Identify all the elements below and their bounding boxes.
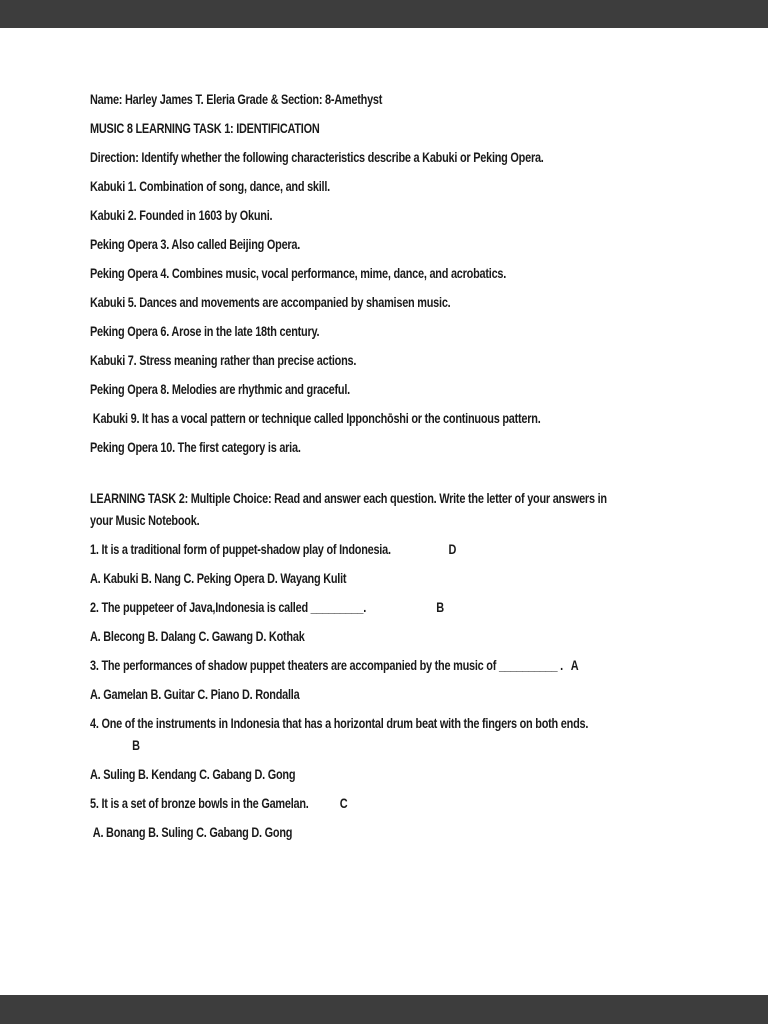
- question-4: [90, 712, 667, 734]
- question-4-choices: A. Suling B. Kendang C. Gabang D. Gong: [90, 766, 296, 782]
- question-5: [90, 792, 667, 814]
- question-5-answer: C: [339, 795, 348, 811]
- question-5-text: 5. It is a set of bronze bowls in the Gamelan.: [90, 795, 309, 811]
- viewer-bottom-bar: [0, 995, 768, 1024]
- task2-title-line-1: LEARNING TASK 2: Multiple Choice: Read and answer each question. Write the letter of your answers in: [90, 490, 607, 506]
- question-1-choices: A. Kabuki B. Nang C. Peking Opera D. Wayang Kulit: [90, 570, 347, 586]
- question-3-choices: A. Gamelan B. Guitar C. Piano D. Rondalla: [90, 686, 300, 702]
- task1-item-10: Peking Opera 10. The first category is aria.: [90, 439, 301, 455]
- question-3-text: 3. The performances of shadow puppet theaters are accompanied by the music of __________ .: [90, 657, 563, 673]
- task1-item-9: Kabuki 9. It has a vocal pattern or technique called Ipponchōshi or the continuous pattern.: [90, 410, 541, 426]
- question-3-answer: A: [570, 657, 579, 673]
- question-2-text: 2. The puppeteer of Java,Indonesia is called _________.: [90, 599, 367, 615]
- task2-title: [90, 487, 667, 531]
- document-content: [90, 88, 667, 843]
- task1-direction: Direction: Identify whether the following characteristics describe a Kabuki or Peking Opera.: [90, 149, 544, 165]
- question-5-choices: A. Bonang B. Suling C. Gabang D. Gong: [90, 824, 293, 840]
- question-1-answer: D: [448, 541, 457, 557]
- task1-item-7: Kabuki 7. Stress meaning rather than precise actions.: [90, 352, 357, 368]
- document-page: [0, 28, 768, 995]
- task1-item-2: Kabuki 2. Founded in 1603 by Okuni.: [90, 207, 273, 223]
- question-1: [90, 538, 667, 560]
- task1-item-6: Peking Opera 6. Arose in the late 18th century.: [90, 323, 320, 339]
- task1-title: MUSIC 8 LEARNING TASK 1: IDENTIFICATION: [90, 120, 320, 136]
- task1-item-4: Peking Opera 4. Combines music, vocal performance, mime, dance, and acrobatics.: [90, 265, 507, 281]
- task1-item-8: Peking Opera 8. Melodies are rhythmic and graceful.: [90, 381, 350, 397]
- question-3: [90, 654, 667, 676]
- question-4-answer: B: [132, 737, 140, 753]
- name-grade-line: Name: Harley James T. Eleria Grade & Section: 8-Amethyst: [90, 91, 383, 107]
- task1-item-5: Kabuki 5. Dances and movements are accompanied by shamisen music.: [90, 294, 451, 310]
- question-4-text: 4. One of the instruments in Indonesia that has a horizontal drum beat with the fingers on both ends.: [90, 715, 589, 731]
- task2-title-line-2: your Music Notebook.: [90, 512, 200, 528]
- question-2-choices: A. Blecong B. Dalang C. Gawang D. Kothak: [90, 628, 305, 644]
- question-2: [90, 596, 667, 618]
- viewer-top-bar: [0, 0, 768, 28]
- task1-item-1: Kabuki 1. Combination of song, dance, and skill.: [90, 178, 330, 194]
- question-1-text: 1. It is a traditional form of puppet-shadow play of Indonesia.: [90, 541, 391, 557]
- question-2-answer: B: [436, 599, 444, 615]
- task1-item-3: Peking Opera 3. Also called Beijing Opera.: [90, 236, 301, 252]
